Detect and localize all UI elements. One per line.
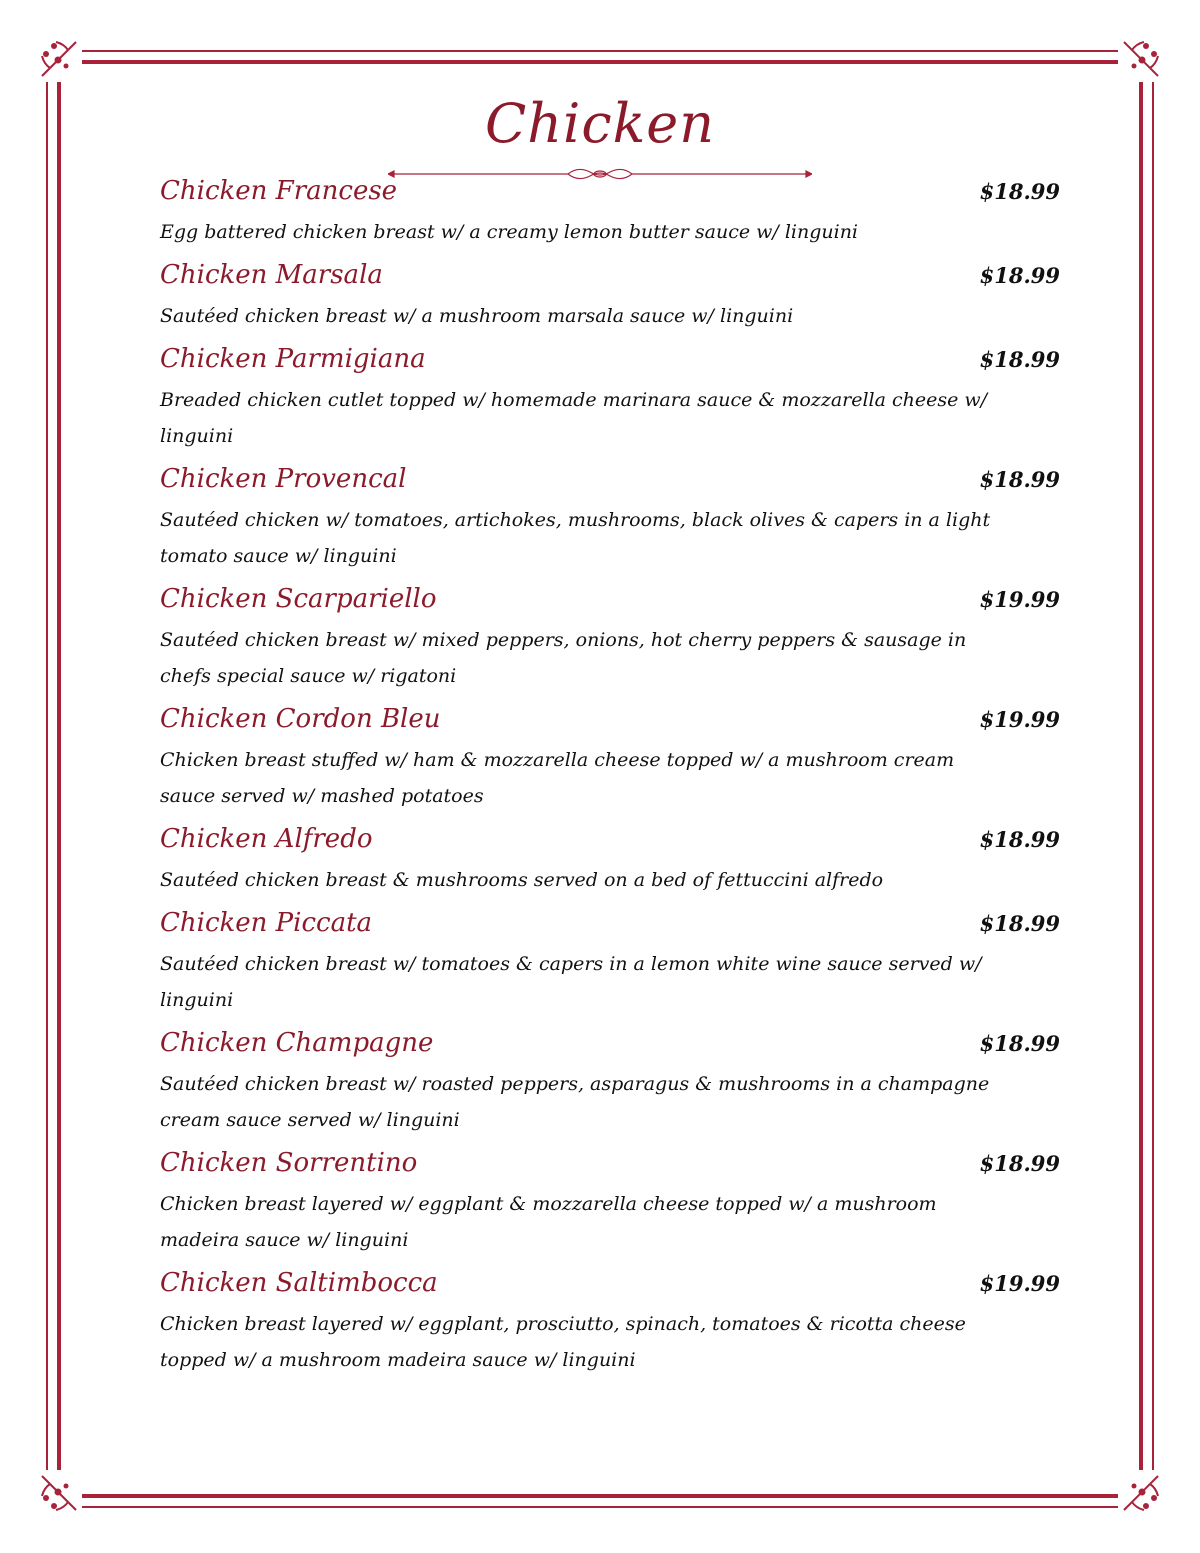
floral-corner-icon xyxy=(1118,1470,1164,1516)
menu-item xyxy=(160,1028,1060,1138)
menu-item-name: Chicken Parmigiana xyxy=(160,344,426,374)
menu-item-name: Chicken Provencal xyxy=(160,464,407,494)
menu-item-price: $18.99 xyxy=(979,179,1060,204)
page-title: Chicken xyxy=(484,92,716,155)
menu-item-description: Sautéed chicken breast w/ a mushroom marsala sauce w/ linguini xyxy=(160,305,794,327)
menu-item-price: $18.99 xyxy=(979,911,1060,936)
menu-item xyxy=(160,176,1060,250)
menu-item-description: Sautéed chicken breast w/ mixed peppers, onions, hot cherry peppers & sausage in chefs special sauce w/ rigatoni xyxy=(160,629,967,687)
menu-item-name: Chicken Sorrentino xyxy=(160,1148,418,1178)
menu-item-header xyxy=(160,1148,1060,1186)
menu-item-header xyxy=(160,1268,1060,1306)
menu-item-description: Sautéed chicken breast w/ tomatoes & capers in a lemon white wine sauce served w/ linguini xyxy=(160,953,982,1011)
menu-item-header xyxy=(160,176,1060,214)
menu-item-name: Chicken Marsala xyxy=(160,260,383,290)
menu-item-name: Chicken Saltimbocca xyxy=(160,1268,438,1298)
menu-item-description: Sautéed chicken breast w/ roasted peppers, asparagus & mushrooms in a champagne cream sauce served w/ linguini xyxy=(160,1073,990,1131)
menu-item-header xyxy=(160,908,1060,946)
menu-item xyxy=(160,464,1060,574)
menu-item-header xyxy=(160,704,1060,742)
menu-item xyxy=(160,584,1060,694)
menu-item-description: Breaded chicken cutlet topped w/ homemade marinara sauce & mozzarella cheese w/ linguini xyxy=(160,389,988,447)
menu-item-header xyxy=(160,824,1060,862)
menu-item-description: Chicken breast layered w/ eggplant & mozzarella cheese topped w/ a mushroom madeira sauce w/ linguini xyxy=(160,1193,937,1251)
menu-item-header xyxy=(160,344,1060,382)
menu-item-description: Chicken breast stuffed w/ ham & mozzarella cheese topped w/ a mushroom cream sauce served w/ mashed potatoes xyxy=(160,749,955,807)
menu-item-header xyxy=(160,1028,1060,1066)
menu-item-price: $19.99 xyxy=(979,587,1060,612)
menu-list xyxy=(160,176,1060,1388)
menu-item xyxy=(160,824,1060,898)
menu-item xyxy=(160,1148,1060,1258)
menu-item-name: Chicken Piccata xyxy=(160,908,373,938)
menu-item-name: Chicken Cordon Bleu xyxy=(160,704,441,734)
menu-item-price: $19.99 xyxy=(979,1271,1060,1296)
menu-item-header xyxy=(160,260,1060,298)
menu-item xyxy=(160,344,1060,454)
menu-item-price: $18.99 xyxy=(979,1151,1060,1176)
menu-item xyxy=(160,704,1060,814)
floral-corner-icon xyxy=(36,1470,82,1516)
menu-item xyxy=(160,1268,1060,1378)
floral-corner-icon xyxy=(1118,36,1164,82)
menu-item-price: $18.99 xyxy=(979,1031,1060,1056)
menu-item-description: Sautéed chicken w/ tomatoes, artichokes, mushrooms, black olives & capers in a light tomato sauce w/ linguini xyxy=(160,509,991,567)
menu-item-price: $19.99 xyxy=(979,707,1060,732)
menu-item-price: $18.99 xyxy=(979,827,1060,852)
menu-item-description: Chicken breast layered w/ eggplant, prosciutto, spinach, tomatoes & ricotta cheese topped w/ a mushroom madeira sauce w/ linguini xyxy=(160,1313,966,1371)
menu-item-price: $18.99 xyxy=(979,467,1060,492)
menu-item-header xyxy=(160,584,1060,622)
menu-item xyxy=(160,908,1060,1018)
menu-item xyxy=(160,260,1060,334)
menu-item-price: $18.99 xyxy=(979,347,1060,372)
menu-item-price: $18.99 xyxy=(979,263,1060,288)
menu-item-description: Sautéed chicken breast & mushrooms served on a bed of fettuccini alfredo xyxy=(160,869,884,891)
floral-corner-icon xyxy=(36,36,82,82)
menu-item-name: Chicken Champagne xyxy=(160,1028,434,1058)
menu-item-header xyxy=(160,464,1060,502)
menu-item-name: Chicken Scarpariello xyxy=(160,584,437,614)
menu-item-description: Egg battered chicken breast w/ a creamy lemon butter sauce w/ linguini xyxy=(160,221,859,243)
menu-item-name: Chicken Francese xyxy=(160,176,398,206)
menu-item-name: Chicken Alfredo xyxy=(160,824,373,854)
